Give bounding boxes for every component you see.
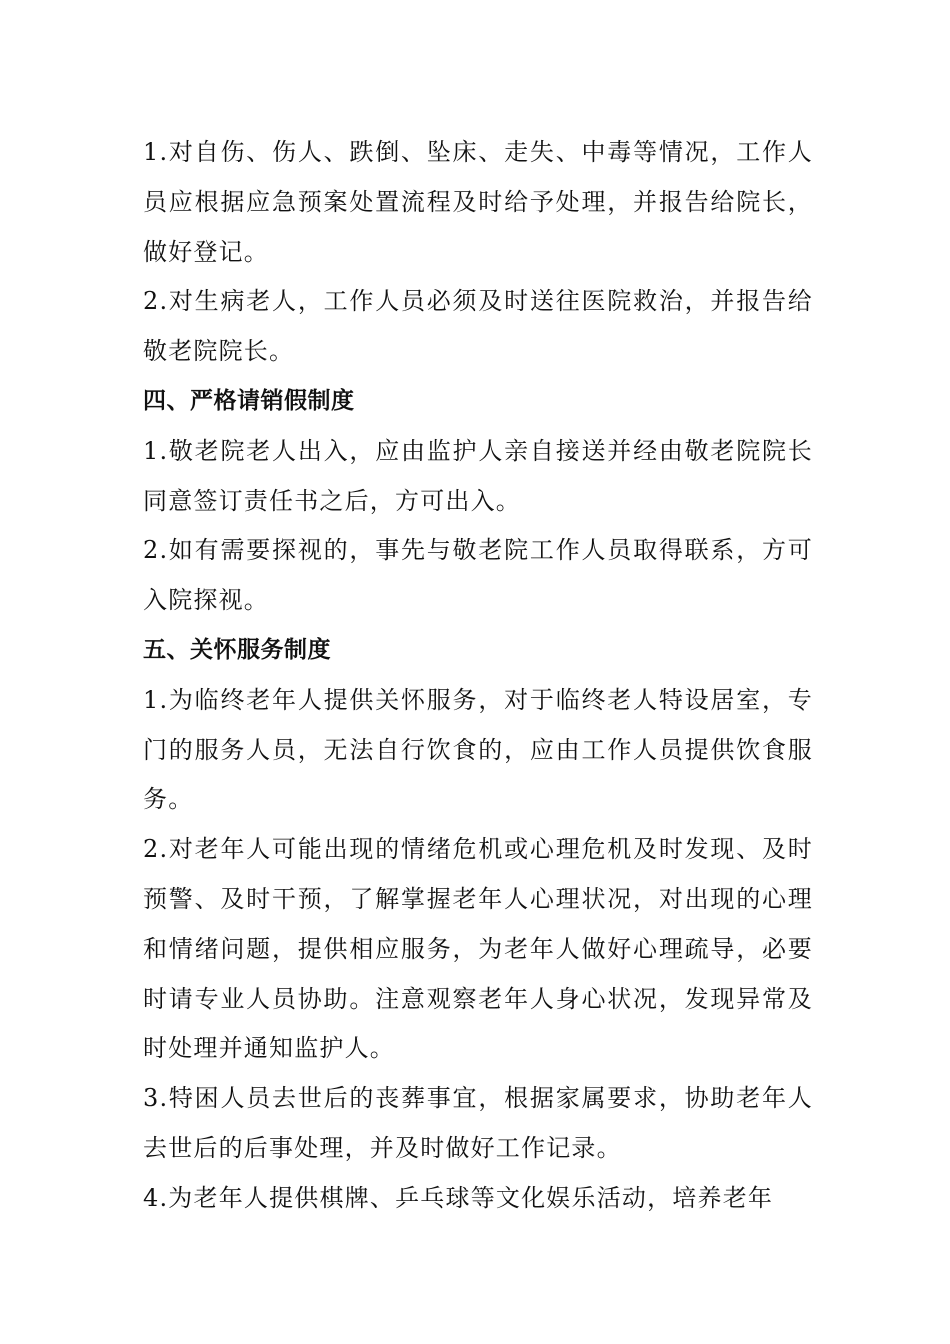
paragraph-2: 2.对生病老人，工作人员必须及时送往医院救治，并报告给敬老院院长。 — [143, 287, 813, 366]
document-body — [143, 128, 813, 1224]
paragraph-6: 2.对老年人可能出现的情绪危机或心理危机及时发现、及时预警、及时干预，了解掌握老年人心理状况，对出现的心理和情绪问题，提供相应服务，为老年人做好心理疏导，必要时请专业人员协助。注意观察老年人身心状况，发现异常及时处理并通知监护人。 — [143, 835, 813, 1063]
paragraph-7: 3.特困人员去世后的丧葬事宜，根据家属要求，协助老年人去世后的后事处理，并及时做好工作记录。 — [143, 1084, 813, 1162]
paragraph-8: 4.为老年人提供棋牌、乒乓球等文化娱乐活动，培养老年 — [143, 1183, 774, 1212]
paragraph-5: 1.为临终老年人提供关怀服务，对于临终老人特设居室，专门的服务人员，无法自行饮食的，应由工作人员提供饮食服务。 — [143, 685, 813, 814]
paragraph-3: 1.敬老院老人出入，应由监护人亲自接送并经由敬老院院长同意签订责任书之后，方可出入。 — [143, 436, 813, 515]
paragraph-4: 2.如有需要探视的，事先与敬老院工作人员取得联系，方可入院探视。 — [143, 536, 813, 615]
paragraph-1: 1.对自伤、伤人、跌倒、坠床、走失、中毒等情况，工作人员应根据应急预案处置流程及时给予处理，并报告给院长，做好登记。 — [143, 138, 813, 266]
section-heading-5: 五、关怀服务制度 — [143, 636, 331, 663]
section-heading-4: 四、严格请销假制度 — [143, 387, 355, 414]
